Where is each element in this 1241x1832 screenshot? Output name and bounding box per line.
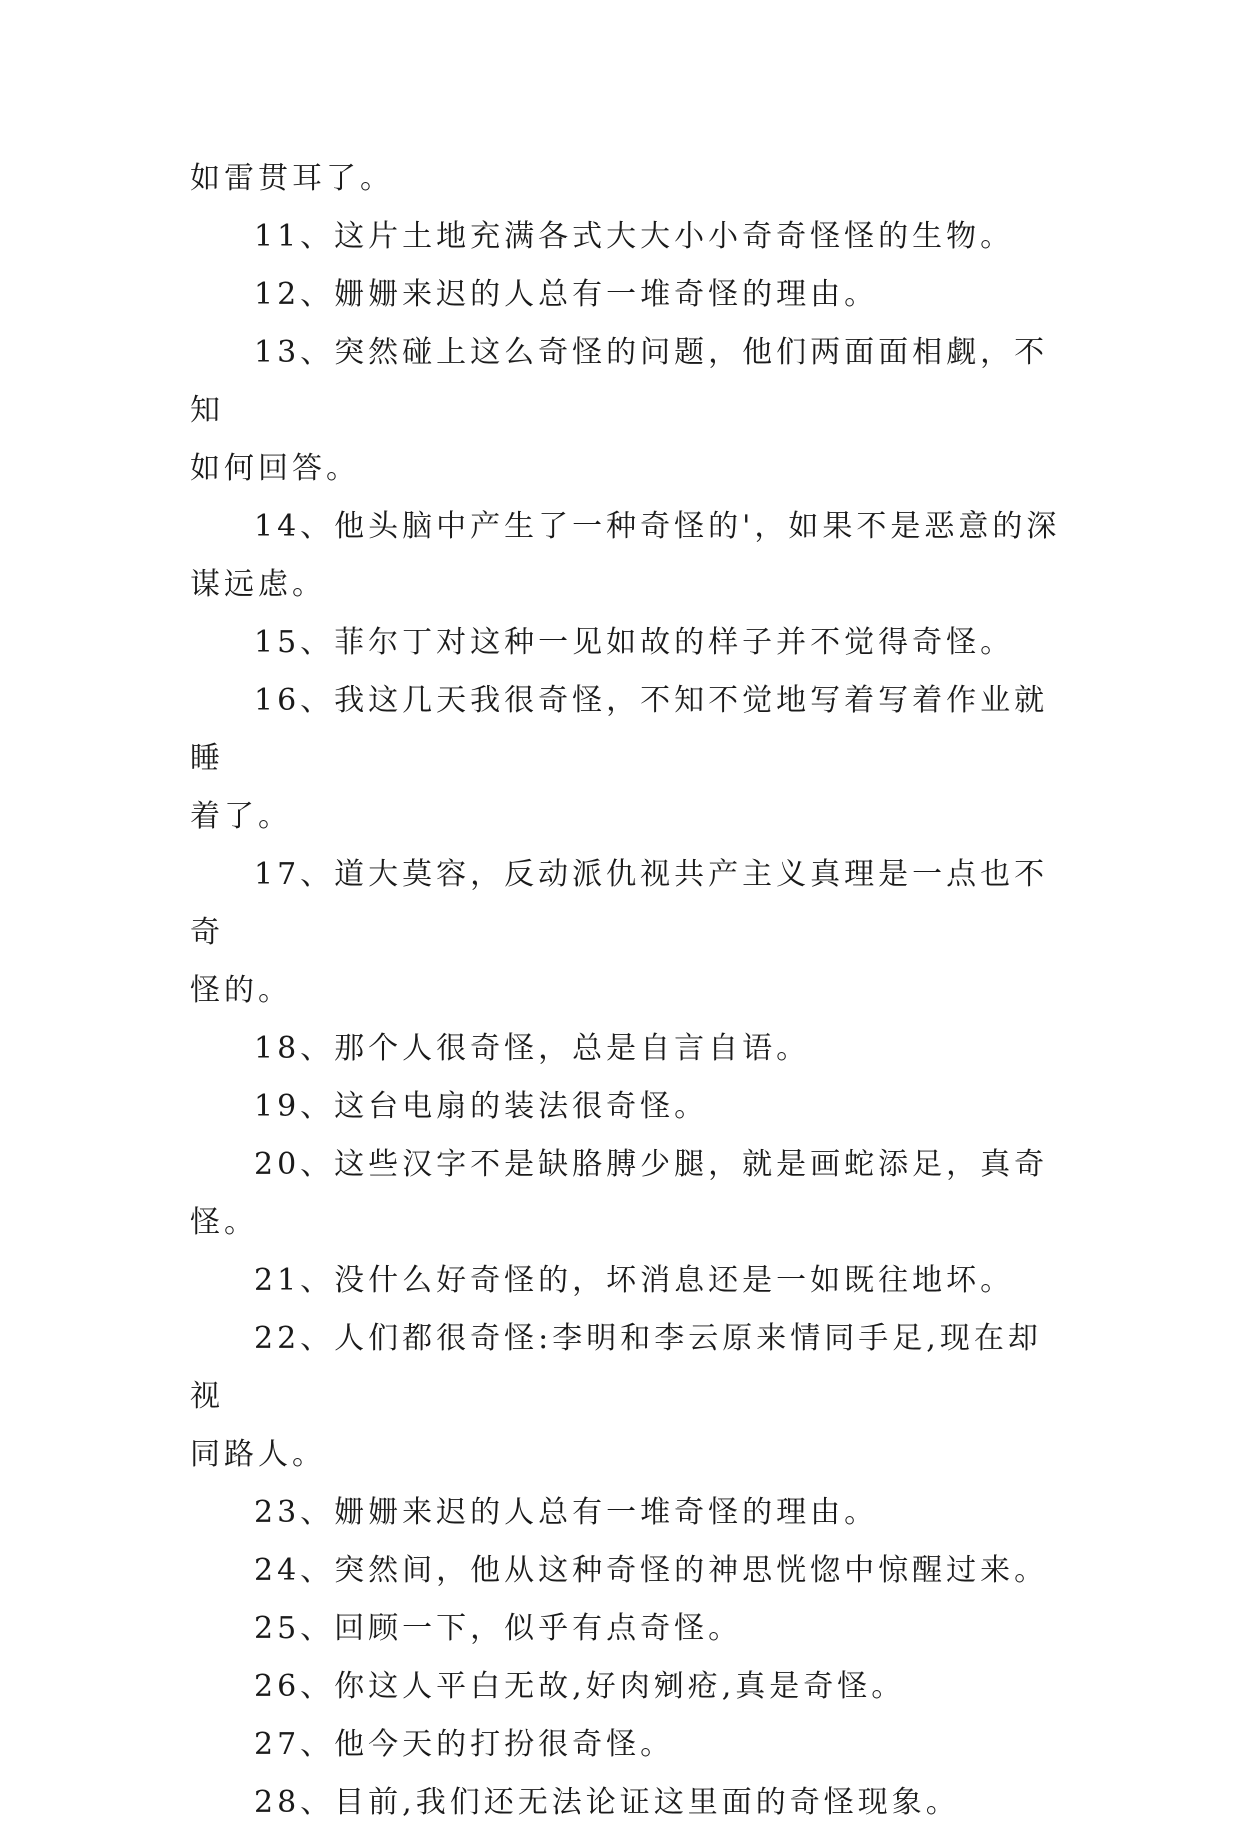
sentence-11: 11、这片土地充满各式大大小小奇奇怪怪的生物。 bbox=[254, 219, 1015, 254]
sentence-22: 22、人们都很奇怪:李明和李云原来情同手足,现在却视 bbox=[190, 1321, 1042, 1414]
sentence-15: 15、菲尔丁对这种一见如故的样子并不觉得奇怪。 bbox=[254, 625, 1015, 660]
sentence-14: 14、他头脑中产生了一种奇怪的'，如果不是恶意的深 bbox=[254, 509, 1061, 544]
sentence-28: 28、目前,我们还无法论证这里面的奇怪现象。 bbox=[254, 1785, 960, 1820]
sentence-17: 17、道大莫容，反动派仇视共产主义真理是一点也不奇 bbox=[190, 857, 1049, 950]
sentence-20: 20、这些汉字不是缺胳膊少腿，就是画蛇添足，真奇怪。 bbox=[190, 1147, 1049, 1240]
text-line: 怪的。 bbox=[190, 973, 292, 1008]
sentence-23: 23、姗姗来迟的人总有一堆奇怪的理由。 bbox=[254, 1495, 879, 1530]
text-line: 谋远虑。 bbox=[190, 567, 326, 602]
sentence-12: 12、姗姗来迟的人总有一堆奇怪的理由。 bbox=[254, 277, 879, 312]
document-page bbox=[190, 150, 1070, 1832]
sentence-24: 24、突然间，他从这种奇怪的神思恍惚中惊醒过来。 bbox=[254, 1553, 1049, 1588]
sentence-21: 21、没什么好奇怪的，坏消息还是一如既往地坏。 bbox=[254, 1263, 1015, 1298]
sentence-18: 18、那个人很奇怪，总是自言自语。 bbox=[254, 1031, 811, 1066]
sentence-27: 27、他今天的打扮很奇怪。 bbox=[254, 1727, 675, 1762]
text-line: 着了。 bbox=[190, 799, 292, 834]
text-line: 如雷贯耳了。 bbox=[190, 161, 394, 196]
text-line: 如何回答。 bbox=[190, 451, 360, 486]
sentence-25: 25、回顾一下，似乎有点奇怪。 bbox=[254, 1611, 743, 1646]
sentence-26: 26、你这人平白无故,好肉剜疮,真是奇怪。 bbox=[254, 1669, 906, 1704]
sentence-13: 13、突然碰上这么奇怪的问题，他们两面面相觑，不知 bbox=[190, 335, 1049, 428]
sentence-16: 16、我这几天我很奇怪，不知不觉地写着写着作业就睡 bbox=[190, 683, 1049, 776]
text-line: 同路人。 bbox=[190, 1437, 326, 1472]
sentence-19: 19、这台电扇的装法很奇怪。 bbox=[254, 1089, 709, 1124]
